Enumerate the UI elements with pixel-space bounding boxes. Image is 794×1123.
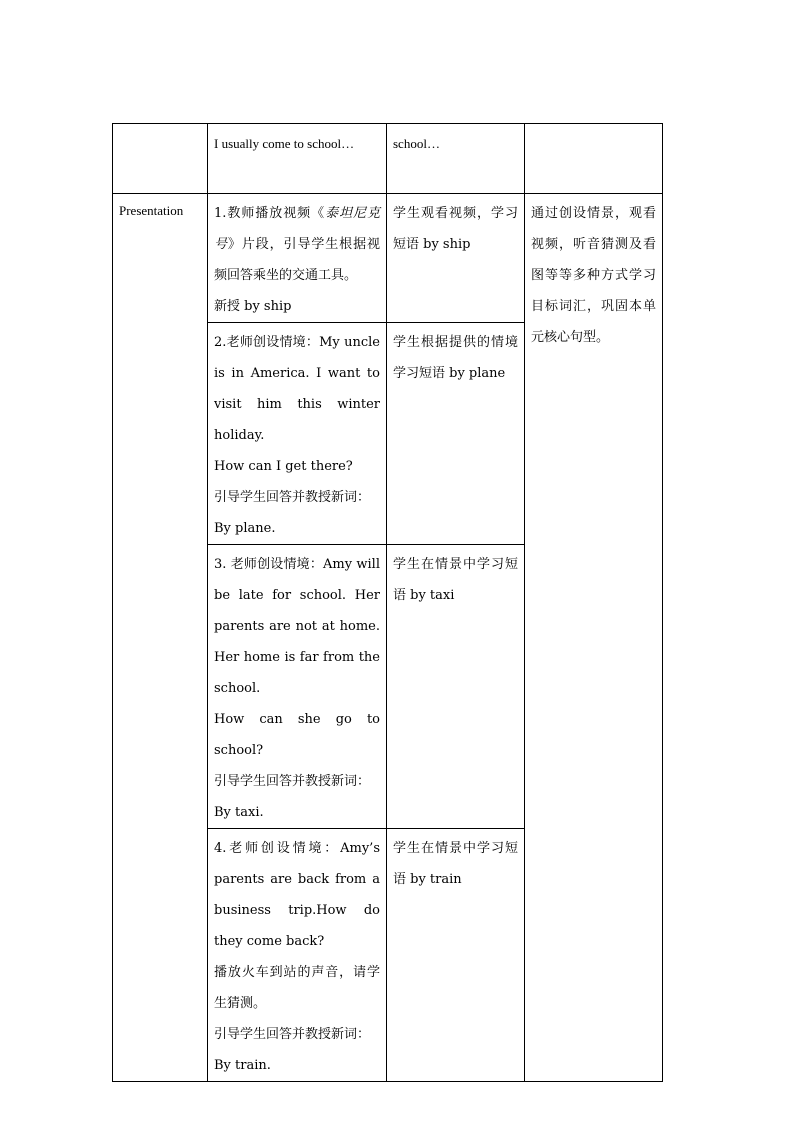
step-text: 引导学生回答并教授新词：: [214, 1027, 371, 1042]
step-text: By train.: [214, 1058, 271, 1073]
video-title: 泰坦尼克号: [214, 206, 380, 252]
step-text: 4.老师创设情境：Amy’s parents are back from a business trip.How do they come back?: [214, 841, 380, 949]
lesson-plan-table: [112, 123, 663, 1082]
step-text: 2.老师创设情境：My uncle is in America. I want to visit him this winter holiday.: [214, 335, 380, 443]
stage-cell: [113, 194, 208, 1082]
step-text: 播放火车到站的声音，请学生猜测。: [214, 965, 380, 1011]
teacher-activity-cell: [208, 545, 387, 829]
table-row: [113, 124, 663, 194]
table-row: [113, 194, 663, 323]
step-text: 1.教师播放视频《: [214, 206, 326, 221]
teacher-activity-cell: I usually come to school…: [208, 124, 387, 194]
teacher-activity-cell: [208, 194, 387, 323]
step-text: 3. 老师创设情境：Amy will be late for school. Her parents are not at home. Her home is far from the school.: [214, 557, 380, 696]
stage-label: Presentation: [119, 203, 184, 218]
teacher-activity-cell: [208, 323, 387, 545]
step-text: How can I get there?: [214, 459, 353, 474]
step-text: By taxi.: [214, 805, 264, 820]
student-activity-cell: 学生在情景中学习短语 by train: [387, 829, 525, 1082]
student-activity-cell: 学生观看视频，学习短语 by ship: [387, 194, 525, 323]
purpose-cell: [525, 124, 663, 194]
step-text: How can she go to school?: [214, 712, 380, 758]
student-activity-cell: school…: [387, 124, 525, 194]
purpose-cell: 通过创设情景，观看视频，听音猜测及看图等等多种方式学习目标词汇，巩固本单元核心句型。: [525, 194, 663, 1082]
student-activity-cell: 学生在情景中学习短语 by taxi: [387, 545, 525, 829]
step-text: By plane.: [214, 521, 276, 536]
step-text: 》片段，引导学生根据视频回答乘坐的交通工具。: [214, 237, 380, 283]
step-text: 新授 by ship: [214, 299, 292, 314]
step-text: 引导学生回答并教授新词：: [214, 774, 371, 789]
teacher-activity-cell: [208, 829, 387, 1082]
student-activity-cell: 学生根据提供的情境学习短语 by plane: [387, 323, 525, 545]
stage-cell: [113, 124, 208, 194]
step-text: 引导学生回答并教授新词：: [214, 490, 371, 505]
